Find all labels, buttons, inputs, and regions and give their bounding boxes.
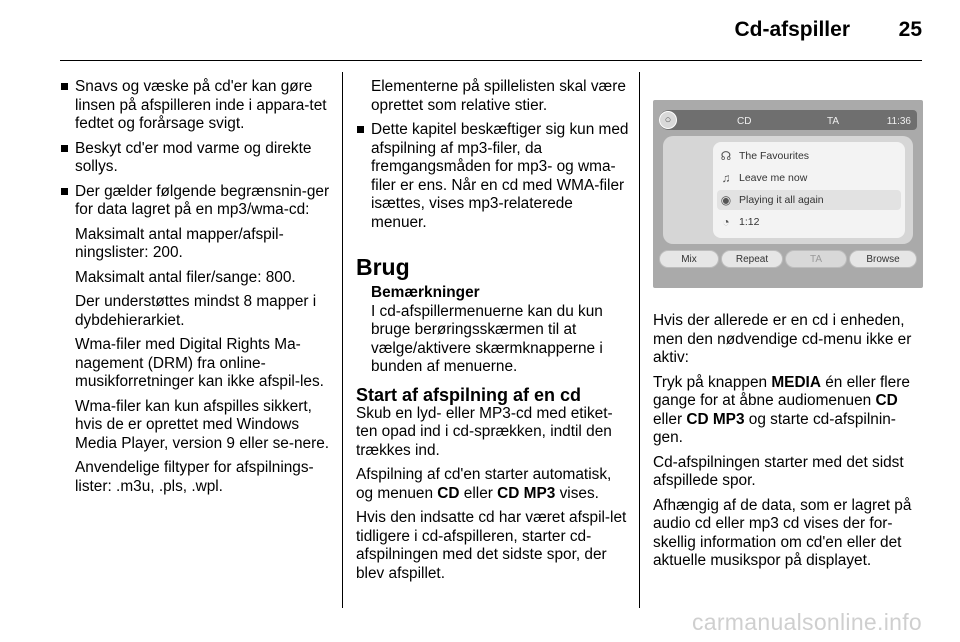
screen-button-bar xyxy=(659,250,917,270)
paragraph: Afhængig af de data, som er lagret på audio cd eller mp3 cd vises der for-skellig information om cd'en eller det aktuelle musikspor på displayet. xyxy=(653,496,912,569)
column-divider-1 xyxy=(342,72,343,608)
column-3 xyxy=(653,86,923,577)
paragraph: Skub en lyd- eller MP3-cd med etiket-ten opad ind i cd-sprækken, indtil den trækkes ind. xyxy=(356,404,613,459)
power-icon: ○ xyxy=(659,111,677,129)
sub-paragraph: Anvendelige filtyper for afspilnings-lister: .m3u, .pls, .wpl. xyxy=(75,459,314,495)
track-info-list xyxy=(713,142,905,238)
clock-icon: ◔ xyxy=(722,215,730,229)
header-divider xyxy=(60,60,922,61)
screen-clock: 11:36 xyxy=(886,116,911,127)
page-header xyxy=(0,0,960,62)
sub-paragraph: Wma-filer med Digital Rights Ma-nagement (DRM) fra online-musikforretninger kan ikke afspil-les. xyxy=(75,336,324,390)
list-item: ◉ Playing it all again xyxy=(717,190,901,210)
watermark: carmanualsonline.info xyxy=(691,609,922,635)
screen-source-label: CD xyxy=(737,116,752,127)
mix-button[interactable]: Mix xyxy=(659,250,719,268)
ta-button[interactable]: TA xyxy=(785,250,847,268)
list-item: ♫ Leave me now xyxy=(717,168,901,188)
sub-paragraph: Der understøttes mindst 8 mapper i dybdehierarkiet. xyxy=(75,293,317,329)
bullet-item: Dette kapitel beskæftiger sig kun med afspilning af mp3-filer, da fremgangsmåden for mp3- og wma-filer er ens. Når en cd med WMA-filer isættes, vises mp3-relaterede menuer. xyxy=(356,121,630,232)
column-1 xyxy=(60,78,332,502)
sub-paragraph: Maksimalt antal mapper/afspil-ningslister: 200. xyxy=(75,225,284,261)
continued-paragraph: Elementerne på spillelisten skal være oprettet som relative stier. xyxy=(371,78,626,114)
bullet-item: Beskyt cd'er mod varme og direkte sollys. xyxy=(60,140,332,177)
browse-button[interactable]: Browse xyxy=(849,250,917,268)
bullet-item: Snavs og væske på cd'er kan gøre linsen på afspilleren inde i appara-tet fedtet og forårsage svigt. xyxy=(60,78,332,134)
cd-player-screen-figure xyxy=(653,100,923,288)
section-heading: Brug xyxy=(356,254,410,280)
paragraph: Cd-afspilningen starter med det sidst afspillede spor. xyxy=(653,453,904,489)
list-item: ☊ The Favourites xyxy=(720,149,810,163)
music-note-icon: ♫ xyxy=(721,171,731,185)
note-title: Bemærkninger xyxy=(371,284,480,301)
sub-paragraph: Wma-filer kan kun afspilles sikkert, hvis de er oprettet med Windows Media Player, version 9 eller se-nere. xyxy=(75,397,330,452)
screen-panel xyxy=(663,136,913,244)
column-divider-2 xyxy=(639,72,640,608)
screen-ta-label: TA xyxy=(827,116,840,127)
column-2 xyxy=(356,78,630,589)
paragraph: Afspilning af cd'en starter automatisk, og menuen CD eller CD MP3 vises. xyxy=(356,466,612,502)
note-body: I cd-afspillermenuerne kan du kun bruge berøringsskærmen til at vælge/aktivere skærmknapperne i bunden af menuerne. xyxy=(371,302,603,375)
cd-icon: ◉ xyxy=(720,193,732,207)
bullet-item: Der gælder følgende begrænsnin-ger for data lagret på en mp3/wma-cd: xyxy=(60,183,332,220)
page-number: 25 xyxy=(898,18,922,41)
repeat-button[interactable]: Repeat xyxy=(721,250,783,268)
subsection-heading: Start af afspilning af en cd xyxy=(356,384,582,405)
headphones-icon: ☊ xyxy=(720,149,732,163)
paragraph: Hvis der allerede er en cd i enheden, men den nødvendige cd-menu ikke er aktiv: xyxy=(653,312,912,366)
page-title: Cd-afspiller xyxy=(734,18,850,41)
paragraph: Tryk på knappen MEDIA én eller flere gange for at åbne audiomenuen CD eller CD MP3 og starte cd-afspilnin-gen. xyxy=(653,373,910,446)
list-item: ◔ 1:12 xyxy=(717,212,901,232)
screen-top-bar xyxy=(659,110,917,130)
sub-paragraph: Maksimalt antal filer/sange: 800. xyxy=(75,268,296,286)
paragraph: Hvis den indsatte cd har været afspil-let tidligere i cd-afspilleren, starter cd-afspilningen med det sidste spor, der blev afspillet. xyxy=(356,509,627,582)
